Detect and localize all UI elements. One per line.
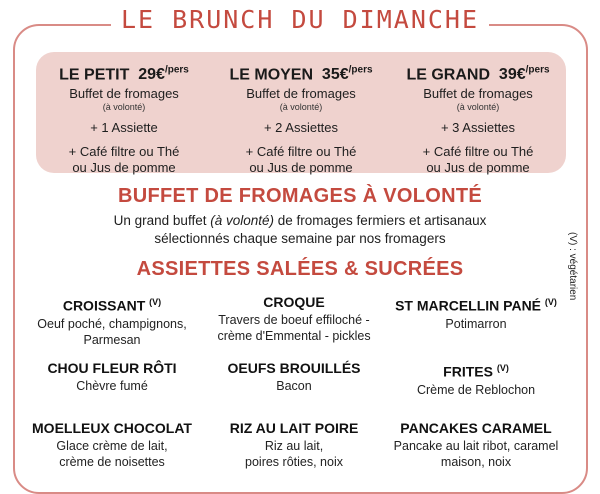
veg-marker: (V) bbox=[496, 363, 509, 373]
formula-drink-1: + Café filtre ou Thé bbox=[422, 144, 534, 160]
formula-name: LE MOYEN bbox=[229, 66, 314, 84]
formula-note: (à volonté) bbox=[102, 102, 146, 113]
formula-drink-2: ou Jus de pomme bbox=[426, 160, 530, 176]
formulas-box bbox=[36, 52, 566, 176]
formula-plates: + 2 Assiettes bbox=[263, 120, 339, 136]
vegetarian-legend: (V) : végétarien bbox=[567, 232, 578, 301]
formula-price: 39€ bbox=[498, 66, 526, 84]
dish-croissant: CROISSANT $^{(V)}$ Oeuf poché, champignons, Parmesan bbox=[37, 297, 187, 347]
formula-grand bbox=[390, 60, 566, 176]
formula-price: 35€ bbox=[321, 66, 349, 84]
dish-moelleux: MOELLEUX CHOCOLAT Glace crème de lait, crème de noisettes bbox=[32, 420, 192, 469]
formula-unit: /pers bbox=[164, 65, 189, 76]
formula-moyen bbox=[213, 60, 389, 176]
plates-title: ASSIETTES SALÉES & SUCRÉES bbox=[136, 258, 464, 280]
dish-riz-au-lait: RIZ AU LAIT POIRE Riz au lait, poires rôties, noix bbox=[229, 420, 359, 469]
dish-frites: FRITES $^{(V)}$ Crème de Reblochon bbox=[416, 363, 536, 397]
formula-buffet: Buffet de fromages bbox=[246, 86, 356, 102]
formula-drink-1: + Café filtre ou Thé bbox=[68, 144, 180, 160]
veg-marker: (V) bbox=[544, 297, 557, 307]
dish-st-marcellin: ST MARCELLIN PANÉ $^{(V)}$ Potimarron bbox=[395, 297, 557, 331]
veg-marker: (V) bbox=[149, 297, 162, 307]
formula-note: (à volonté) bbox=[279, 102, 323, 113]
formula-drink-1: + Café filtre ou Thé bbox=[245, 144, 357, 160]
dish-oeufs-brouilles: OEUFS BROUILLÉS Bacon bbox=[227, 360, 361, 393]
formula-unit: /pers bbox=[525, 65, 550, 76]
formula-name: LE PETIT bbox=[59, 66, 130, 84]
formula-price: 29€ bbox=[138, 66, 165, 84]
formula-name: LE GRAND bbox=[406, 66, 491, 84]
dish-chou-fleur: CHOU FLEUR RÔTI Chèvre fumé bbox=[47, 360, 177, 393]
formula-plates: + 1 Assiette bbox=[90, 120, 158, 136]
formula-note: (à volonté) bbox=[456, 102, 500, 113]
dish-pancakes: PANCAKES CARAMEL Pancake au lait ribot, caramel maison, noix bbox=[393, 420, 559, 469]
buffet-title: BUFFET DE FROMAGES À VOLONTÉ bbox=[118, 185, 482, 207]
dish-croque: CROQUE Travers de boeuf effiloché - crème d'Emmental - pickles bbox=[217, 294, 371, 343]
formula-unit: /pers bbox=[348, 65, 373, 76]
menu-title: LE BRUNCH DU DIMANCHE bbox=[0, 5, 600, 34]
formula-buffet: Buffet de fromages bbox=[69, 86, 179, 102]
formula-drink-2: ou Jus de pomme bbox=[249, 160, 353, 176]
formula-drink-2: ou Jus de pomme bbox=[72, 160, 176, 176]
formula-petit bbox=[36, 60, 212, 176]
buffet-description: Un grand buffet (à volonté) de fromages fermiers et artisanaux sélectionnés chaque semaine par nos fromagers bbox=[113, 213, 487, 246]
formula-plates: + 3 Assiettes bbox=[440, 120, 516, 136]
formula-buffet: Buffet de fromages bbox=[423, 86, 533, 102]
